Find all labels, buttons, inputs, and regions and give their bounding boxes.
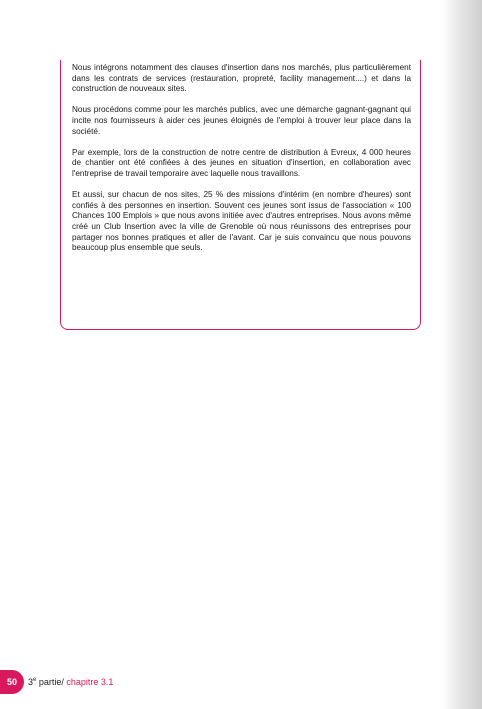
paragraph: Par exemple, lors de la construction de notre centre de distribution à Evreux, 4 000 heures de chantier ont été confiées à des jeunes en situation d'insertion, en collaboration avec l'entreprise de travail temporaire avec laquelle nous travaillons.: [72, 147, 411, 178]
page-number-badge: 50: [0, 670, 24, 694]
part-label: partie/: [36, 677, 67, 687]
footer-section-label: [28, 677, 113, 687]
callout-text: [72, 63, 411, 264]
part-superscript: e: [33, 677, 37, 683]
paragraph: Nous procédons comme pour les marchés publics, avec une démarche gagnant-gagnant qui incite nos fournisseurs à aider ces jeunes éloignés de l'emploi à trouver leur place dans la société.: [72, 105, 411, 136]
page-footer: [0, 670, 113, 694]
paragraph: Et aussi, sur chacun de nos sites, 25 % des missions d'intérim (en nombre d'heures) sont confiés à des personnes en insertion. Souvent ces jeunes sont issus de l'association « 100 Chances 100 Emplois » que nous avons initiée avec d'autres entreprises. Nous avons même créé un Club Insertion avec la ville de Grenoble où nous réunissons des entreprises pour partager nos bonnes pratiques et aller de l'avant. Car je suis convaincu que nous pouvons beaucoup plus ensemble que seuls.: [72, 190, 411, 253]
chapter-label: chapitre 3.1: [66, 677, 114, 687]
paragraph: Nous intégrons notamment des clauses d'insertion dans nos marchés, plus particulièrement dans les contrats de services (restauration, propreté, facility management....) et dans la construction de nouveaux sites.: [72, 63, 411, 94]
part-number: 3: [28, 677, 34, 687]
page-edge-shadow: [442, 0, 482, 709]
